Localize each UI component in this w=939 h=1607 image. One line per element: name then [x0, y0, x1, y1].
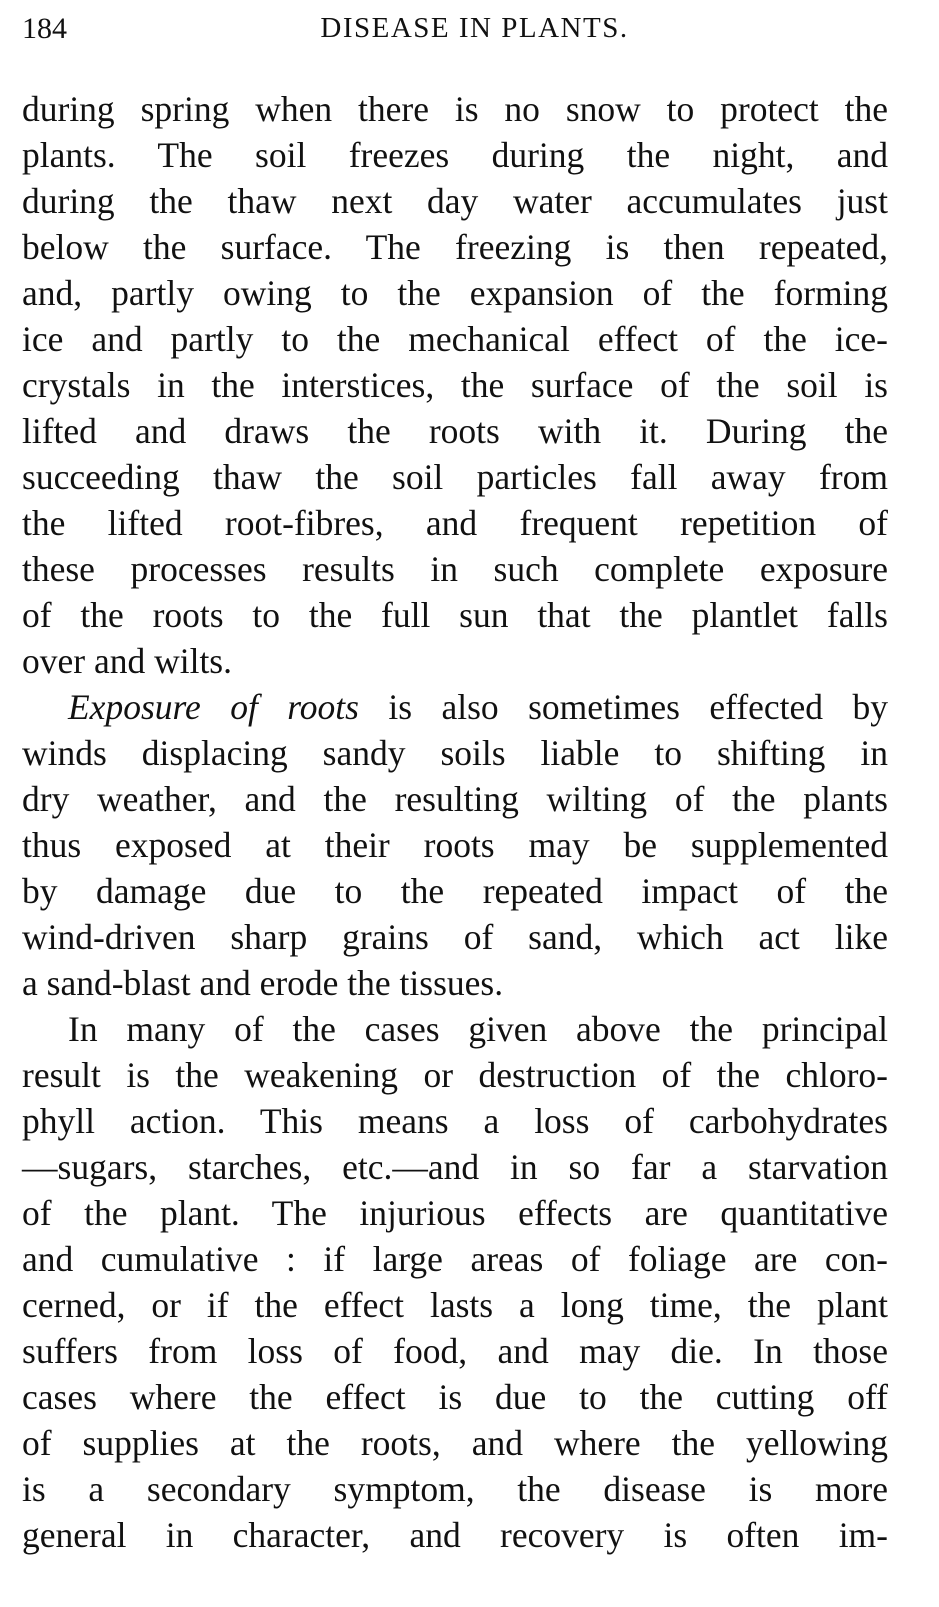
text-line: general in character, and recovery is often im-: [22, 1515, 888, 1555]
text-line: these processes results in such complete exposure: [22, 549, 888, 589]
text-line: thus exposed at their roots may be supplemented: [22, 825, 888, 865]
text-line: over and wilts.: [22, 641, 233, 681]
page-number: 184: [22, 12, 67, 45]
text-line: during spring when there is no snow to protect the: [22, 89, 888, 129]
text-line: and, partly owing to the expansion of the forming: [22, 273, 888, 313]
text-line: of the roots to the full sun that the plantlet falls: [22, 595, 888, 635]
italic-term: Exposure of roots: [68, 687, 359, 727]
text-line: [68, 684, 888, 730]
text-line: ice and partly to the mechanical effect of the ice-: [22, 319, 888, 359]
text-line: the lifted root-fibres, and frequent repetition of: [22, 503, 888, 543]
text-line: a sand-blast and erode the tissues.: [22, 963, 504, 1003]
text-line: plants. The soil freezes during the night, and: [22, 135, 888, 175]
text-line: crystals in the interstices, the surface of the soil is: [22, 365, 888, 405]
text-line: is a secondary symptom, the disease is more: [22, 1469, 888, 1509]
text-line: by damage due to the repeated impact of the: [22, 871, 888, 911]
text-line: succeeding thaw the soil particles fall away from: [22, 457, 888, 497]
text-line: cerned, or if the effect lasts a long time, the plant: [22, 1285, 888, 1325]
text-line: winds displacing sandy soils liable to shifting in: [22, 733, 888, 773]
text-run: is also sometimes effected by: [358, 687, 888, 727]
text-line: of the plant. The injurious effects are quantitative: [22, 1193, 888, 1233]
text-line: result is the weakening or destruction of the chloro-: [22, 1055, 888, 1095]
text-line: of supplies at the roots, and where the yellowing: [22, 1423, 888, 1463]
text-line: —sugars, starches, etc.—and in so far a starvation: [22, 1147, 888, 1187]
text-line: dry weather, and the resulting wilting of the plants: [22, 779, 888, 819]
text-line: cases where the effect is due to the cutting off: [22, 1377, 888, 1417]
text-line: wind-driven sharp grains of sand, which act like: [22, 917, 888, 957]
text-line: and cumulative : if large areas of foliage are con-: [22, 1239, 888, 1279]
text-line: during the thaw next day water accumulates just: [22, 181, 888, 221]
text-line: lifted and draws the roots with it. During the: [22, 411, 888, 451]
text-line: In many of the cases given above the principal: [68, 1009, 888, 1049]
running-title: DISEASE IN PLANTS.: [320, 12, 629, 44]
text-line: suffers from loss of food, and may die. In those: [22, 1331, 888, 1371]
text-line: below the surface. The freezing is then repeated,: [22, 227, 888, 267]
text-line: phyll action. This means a loss of carbohydrates: [22, 1101, 888, 1141]
